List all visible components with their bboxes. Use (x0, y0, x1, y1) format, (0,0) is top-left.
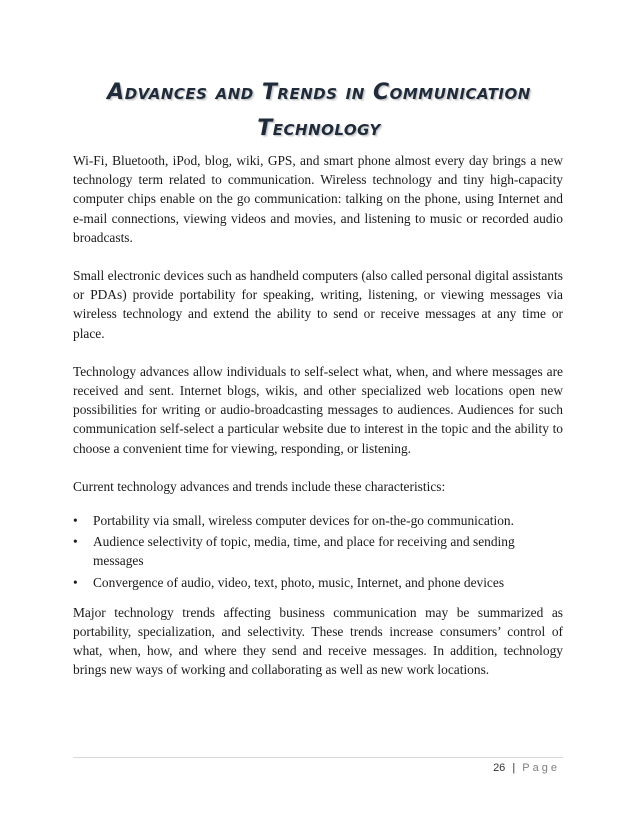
page-footer (493, 762, 560, 774)
list-item (73, 573, 563, 592)
footer-separator: | (512, 762, 516, 774)
bullet-icon: • (73, 534, 78, 550)
page-number: 26 (493, 762, 506, 774)
document-body (73, 151, 563, 699)
list-item (73, 511, 563, 530)
body-paragraph-2: Small electronic devices such as handheld computers (also called personal digital assistants or PDAs) provide portability for speaking, writing, listening, or viewing messages via wireless technology and extend the ability to send or receive messages at any time or place. (73, 268, 563, 341)
page-title-line-2: Technology (257, 115, 381, 141)
page-title (60, 75, 578, 147)
body-paragraph-1: Wi-Fi, Bluetooth, iPod, blog, wiki, GPS, and smart phone almost every day brings a new technology term related to communication. Wireless technology and tiny high-capacity computer chips enable on the go communication: talking on the phone, using Internet and e-mail connections, viewing videos and movies, and listening to music or recorded audio broadcasts. (73, 153, 563, 245)
bullet-icon: • (73, 574, 78, 590)
bullet-icon: • (73, 513, 78, 529)
page-label: Page (522, 762, 560, 774)
list-item-text: Portability via small, wireless computer devices for on-the-go communication. (93, 513, 514, 529)
list-item-text: Convergence of audio, video, text, photo, music, Internet, and phone devices (93, 574, 505, 590)
characteristics-list (73, 511, 563, 592)
list-intro: Current technology advances and trends include these characteristics: (73, 478, 446, 494)
list-item-text: Audience selectivity of topic, media, time, and place for receiving and sending messages (93, 534, 515, 569)
footer-divider (73, 757, 563, 758)
list-item (73, 532, 563, 570)
body-paragraph-3: Technology advances allow individuals to self-select what, when, and where messages are received and sent. Internet blogs, wikis, and other specialized web locations open new possibilities for writing or audio-broadcasting messages to audiences. Audiences for such communication self-select a particular website due to interest in the topic and the ability to choose a convenient time for viewing, responding, or listening. (73, 363, 563, 456)
closing-paragraph: Major technology trends affecting business communication may be summarized as portability, specialization, and selectivity. These trends increase consumers’ control of what, when, how, and where they send and receive messages. In addition, technology brings new ways of working and collaborating as well as new work locations. (73, 604, 563, 678)
page-title-line-1: Advances and Trends in Communication (107, 79, 531, 105)
